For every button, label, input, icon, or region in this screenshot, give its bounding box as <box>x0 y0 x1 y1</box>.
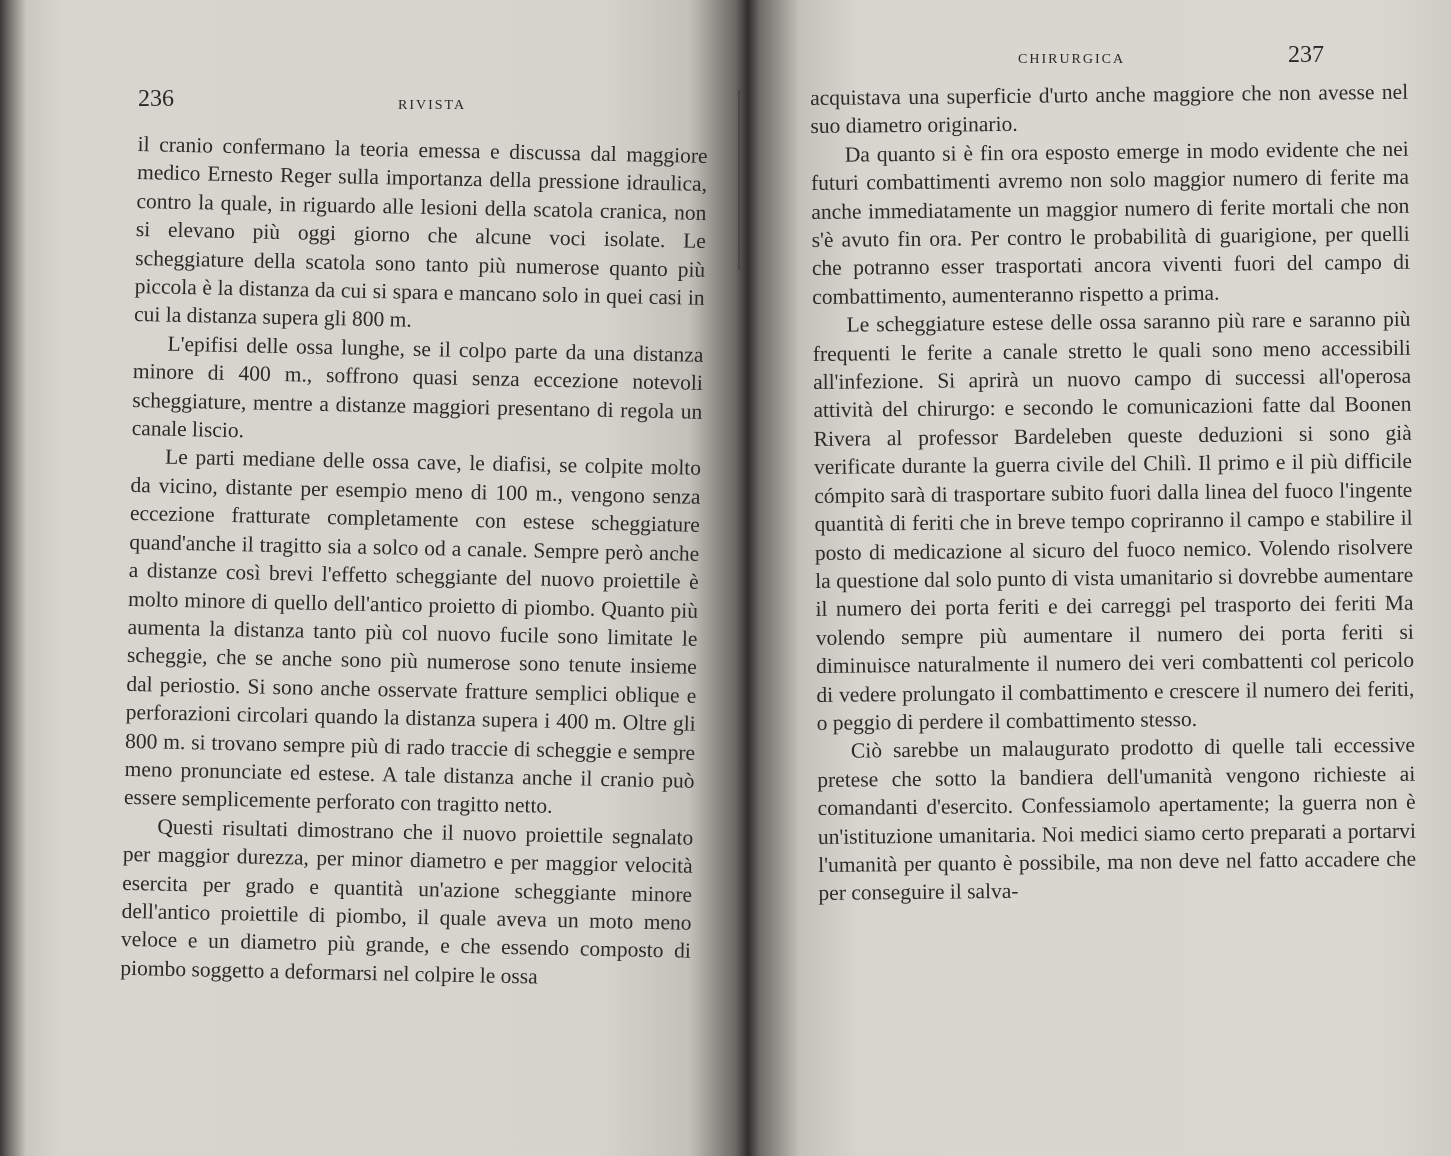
paragraph: Ciò sarebbe un malaugurato prodotto di quelle tali eccessive pretese che sotto la bandiera dell'umanità vengono richieste ai comandanti d'esercito. Confessiamolo apertamente; la guerra non è un'istituzione umanitaria. Noi medici siamo certo preparati a portarvi l'umanità per quanto è possibile, ma non deve nel fatto accadere che per conseguire il salva- <box>817 733 1417 906</box>
paragraph: il cranio confermano la teoria emessa e discussa dal maggiore medico Ernesto Reger sulla importanza della pressione idraulica, contro la quale, in riguardo alle lesioni della scatola cranica, non si elevano più oggi giorno che alcune voci isolate. Le scheggiature della scatola sono tanto più numerose quanto più piccola è la distanza da cui si spara e mancano solo in quei casi in cui la distanza supera gli 800 m. <box>133 131 708 333</box>
right-page <box>748 0 1451 1156</box>
paragraph: Questi risultati dimostrano che il nuovo proiettile segnalato per maggior durezza, per minor diametro e per maggior velocità esercita per grado e quantità un'azione scheggiante minore dell'antico proiettile di piombo, il quale aveva un moto meno veloce e un diametro più grande, e che essendo composto di piombo soggetto a deformarsi nel colpire le ossa <box>120 814 694 989</box>
page-number-left: 236 <box>138 86 174 112</box>
gutter-shadow <box>742 520 744 840</box>
paragraph: L'epifisi delle ossa lunghe, se il colpo parte da una distanza minore di 400 m., soffrono quasi senza eccezione notevoli scheggiature, mentre a distanze maggiori presentano di regola un canale liscio. <box>131 331 704 443</box>
running-head-left: RIVISTA <box>398 98 467 113</box>
page-number-right: 237 <box>1288 42 1324 68</box>
right-page-text <box>810 78 1417 908</box>
gutter-shadow <box>738 90 740 270</box>
paragraph: Da quanto si è fin ora esposto emerge in modo evidente che nei futuri combattimenti avremo non solo maggior numero di ferite ma anche immediatamente un maggior numero di ferite mortali che non s'è avuto fin ora. Per contro le probabilità di guarigione, per quelli che potranno esser trasportati ancora viventi fuori del campo di combattimento, aumenteranno rispetto a prima. <box>810 136 1411 309</box>
running-head-right: CHIRURGICA <box>1018 52 1126 67</box>
paragraph: Le scheggiature estese delle ossa saranno più rare e saranno più frequenti le ferite a canale stretto le quali sono meno accessibili all'infezione. Si aprirà un nuovo campo di successi all'operosa attività del chirurgo: e secondo le comunicazioni fatte dal Boonen Rivera al professor Bardeleben queste deduzioni si sono già verificate durante la guerra civile del Chilì. Il primo e il più difficile cómpito sarà di trasportare subito fuori dalla linea del fuoco l'ingente quantità di feriti che in breve tempo copriranno il campo e stabilire il posto di medicazione al sicuro del fuoco nemico. Volendo risolvere la questione dal solo punto di vista umanitario si dovrebbe aumentare il numero dei porta feriti e dei carreggi pel trasporto dei feriti Ma volendo sempre più aumentare il numero dei porta feriti si diminuisce naturalmente il numero dei veri combattenti col pericolo di vedere prolungato il combattimento e crescere il numero dei feriti, o peggio di perdere il combattimento stesso. <box>812 306 1415 735</box>
left-page-text <box>120 130 708 994</box>
paragraph: Le parti mediane delle ossa cave, le diafisi, se colpite molto da vicino, distante per esempio meno di 100 m., vengono senza eccezione fratturate completamente con estese scheggiature quand'anche il tragitto sia a solco od a canale. Sempre però anche a distanze così brevi l'effetto scheggiante del nuovo proiettile è molto minore di quello dell'antico proietto di piombo. Quanto più aumenta la distanza tanto più col nuovo fucile sono limitate le scheggie, che se anche sono più numerose sono tenute insieme dal periostio. Si sono anche osservate fratture semplici oblique e perforazioni circolari quando la distanza supera i 400 m. Oltre gli 800 m. si trovano sempre più di rado traccie di scheggie e sempre meno pronunciate ed estese. A tale distanza anche il cranio può essere semplicemente perforato con tragitto netto. <box>123 445 702 819</box>
paragraph: acquistava una superficie d'urto anche maggiore che non avesse nel suo diametro originario. <box>810 79 1409 139</box>
